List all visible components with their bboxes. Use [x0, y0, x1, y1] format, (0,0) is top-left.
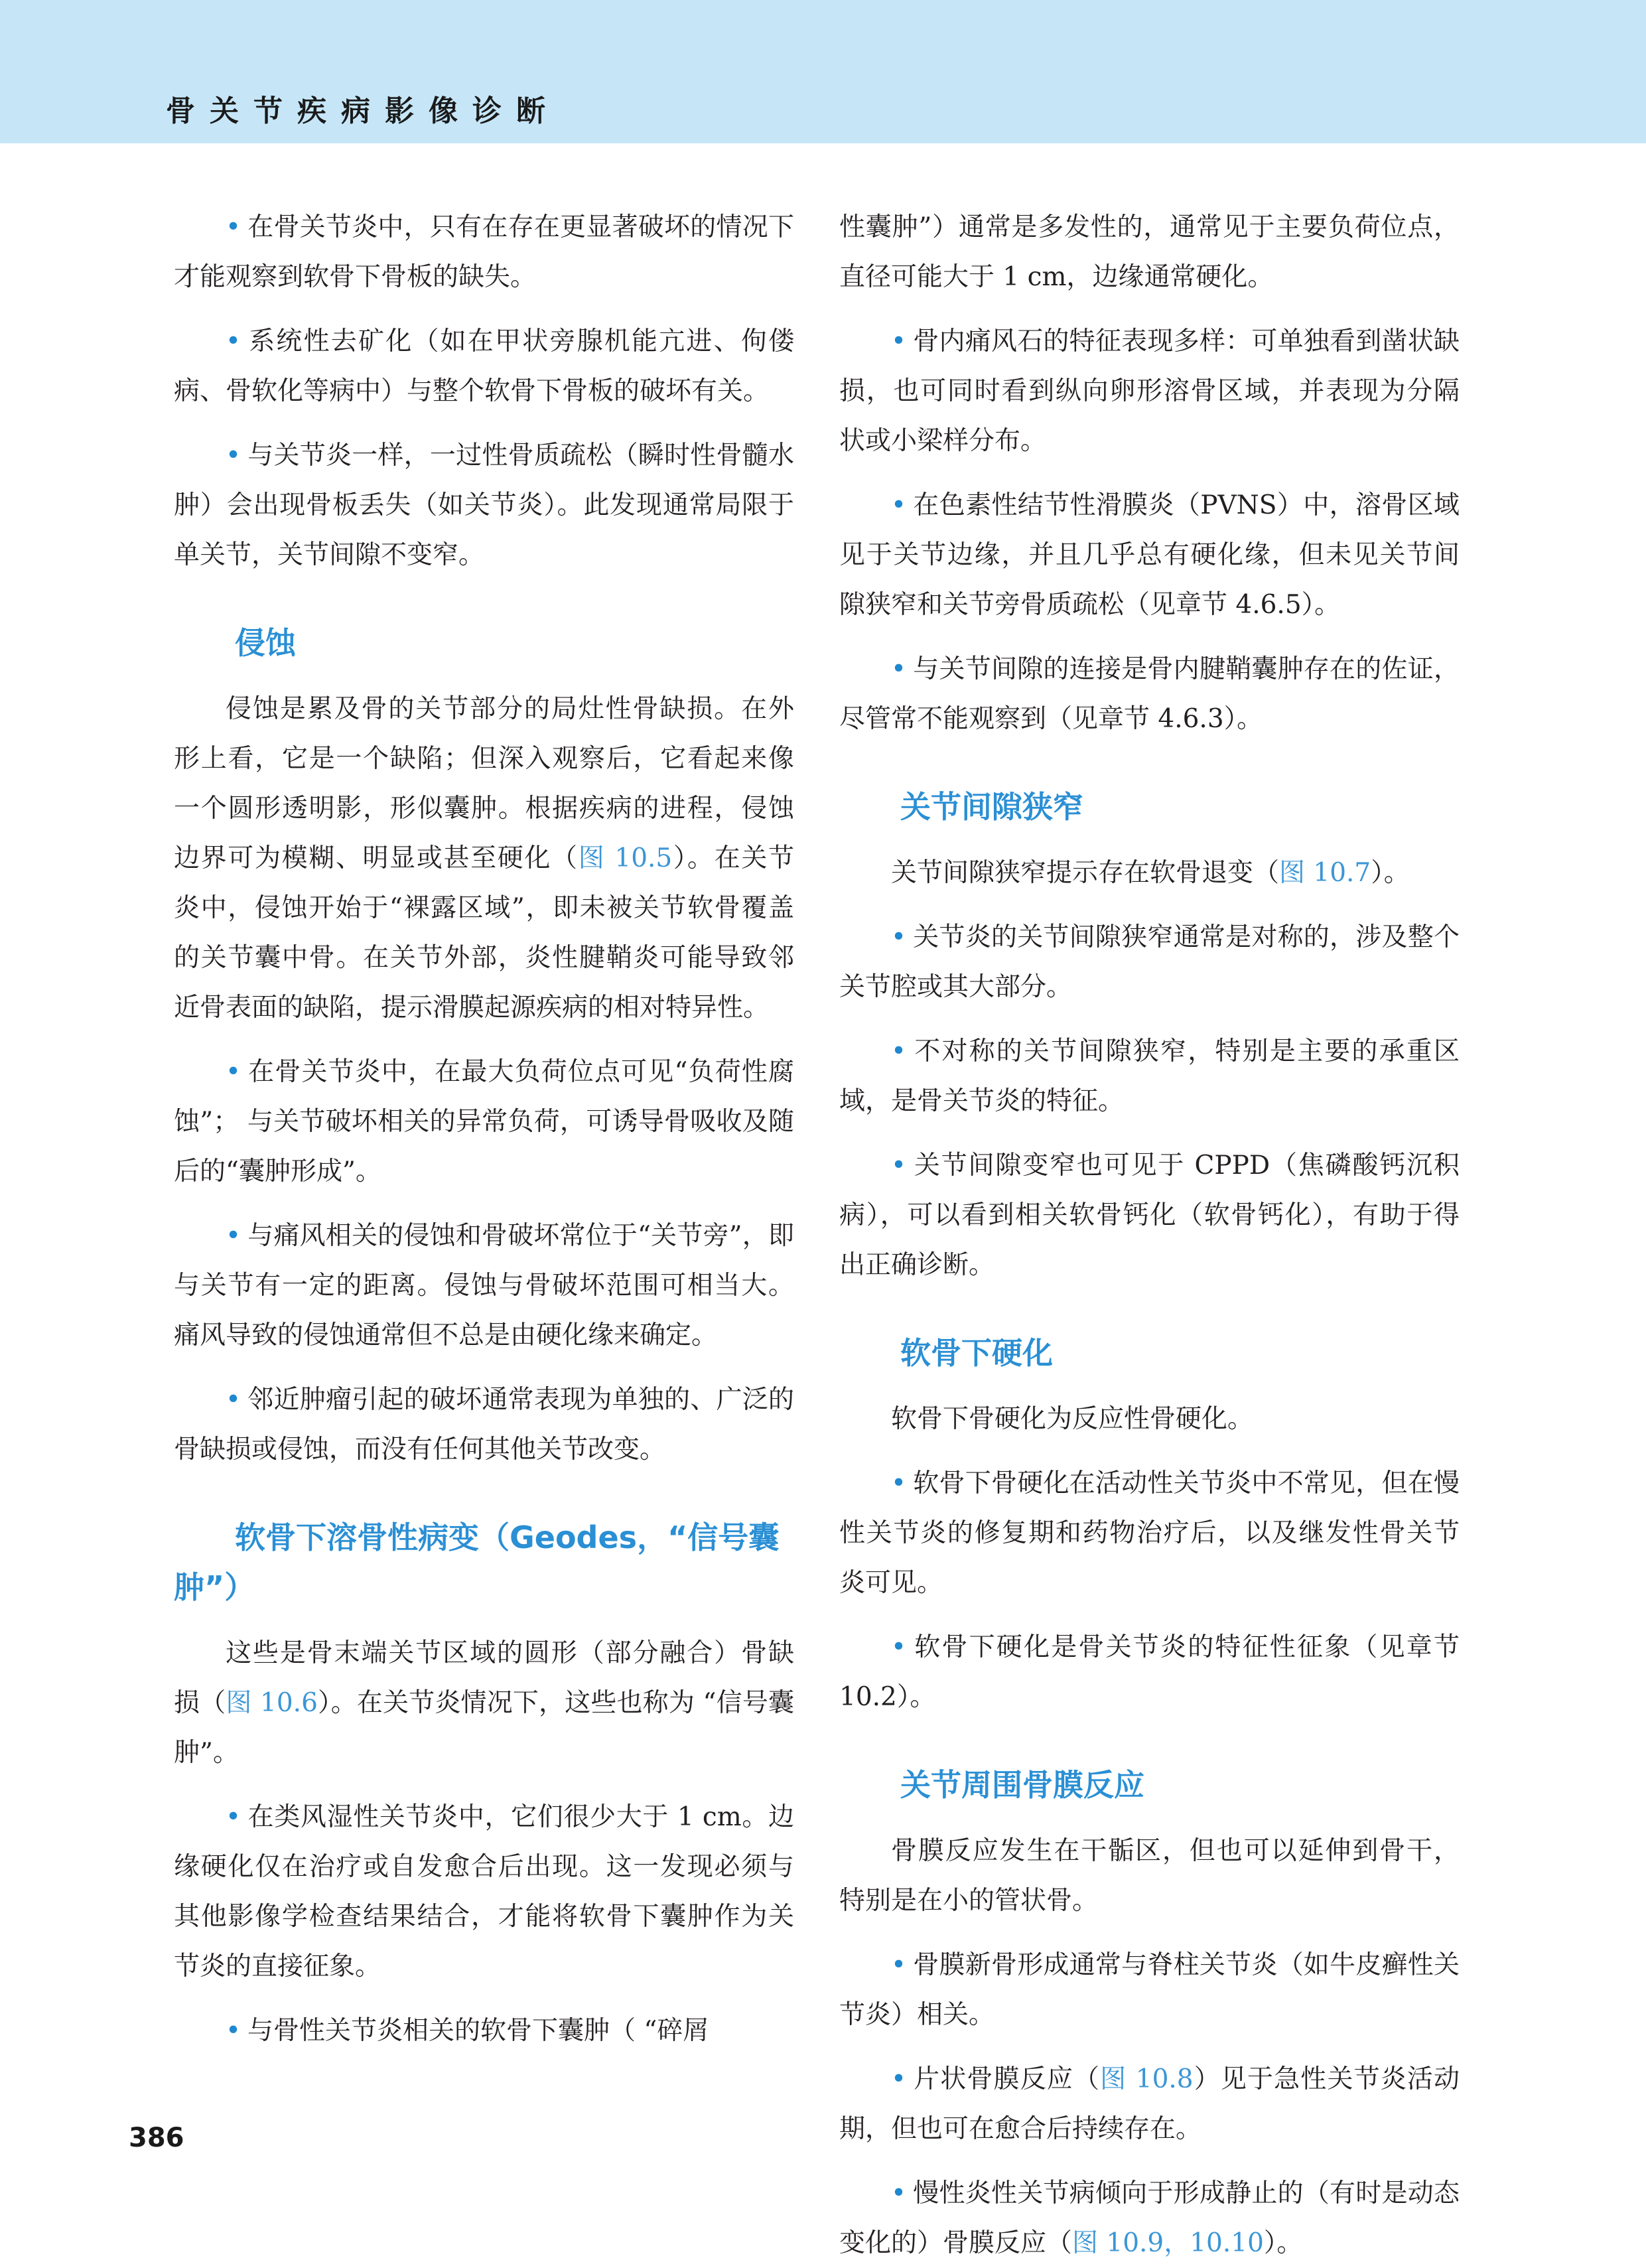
bullet-dot-icon: • — [891, 490, 907, 520]
page-number: 386 — [129, 2123, 184, 2153]
bullet-dot-icon: • — [226, 441, 241, 470]
bullet-paragraph: • 与关节间隙的连接是骨内腱鞘囊肿存在的佐证，尽管常不能观察到（见章节 4.6.3）。 — [839, 654, 1460, 734]
bullet-dot-icon: • — [891, 1632, 907, 1662]
bullet-dot-icon: • — [891, 2178, 907, 2208]
bullet-paragraph: • 邻近肿瘤引起的破坏通常表现为单独的、广泛的骨缺损或侵蚀，而没有任何其他关节改变。 — [174, 1385, 794, 1464]
bullet-dot-icon: • — [891, 1036, 907, 1066]
body-paragraph: 关节间隙狭窄提示存在软骨退变（图 10.7）。 — [891, 858, 1410, 888]
bullet-dot-icon: • — [226, 1385, 241, 1415]
bullet-paragraph: • 慢性炎性关节病倾向于形成静止的（有时是动态变化的）骨膜反应（图 10.9，10.10）。 — [839, 2178, 1460, 2258]
bullet-dot-icon: • — [226, 326, 241, 356]
bullet-dot-icon: • — [891, 1151, 907, 1180]
section-heading-geodes: 软骨下溶骨性病变（Geodes，“信号囊肿”） — [174, 1520, 780, 1605]
body-paragraph: 这些是骨末端关节区域的圆形（部分融合）骨缺损（图 10.6）。在关节炎情况下，这些也称为 “信号囊肿”。 — [174, 1638, 794, 1768]
bullet-paragraph: • 在骨关节炎中，在最大负荷位点可见“负荷性腐蚀”； 与关节破坏相关的异常负荷，可诱导骨吸收及随后的“囊肿形成”。 — [174, 1057, 794, 1186]
section-heading-periosteal: 关节周围骨膜反应 — [900, 1767, 1144, 1803]
bullet-paragraph: • 片状骨膜反应（图 10.8）见于急性关节炎活动期，但也可在愈合后持续存在。 — [839, 2064, 1460, 2144]
bullet-paragraph: • 软骨下骨硬化在活动性关节炎中不常见，但在慢性关节炎的修复期和药物治疗后，以及继发性骨关节炎可见。 — [839, 1468, 1460, 1598]
bullet-paragraph: • 在骨关节炎中，只有在存在更显著破坏的情况下才能观察到软骨下骨板的缺失。 — [174, 212, 794, 292]
figure-ref-link[interactable]: 图 10.7 — [1279, 858, 1371, 888]
figure-ref-link[interactable]: 图 10.9，10.10 — [1072, 2228, 1264, 2258]
right-column — [839, 202, 1460, 2268]
bullet-dot-icon: • — [891, 1468, 907, 1498]
figure-ref-link[interactable]: 图 10.6 — [226, 1688, 318, 1718]
section-heading-narrowing: 关节间隙狭窄 — [900, 789, 1083, 825]
bullet-dot-icon: • — [226, 212, 241, 242]
bullet-paragraph: • 骨内痛风石的特征表现多样：可单独看到凿状缺损，也可同时看到纵向卵形溶骨区域，并表现为分隔状或小梁样分布。 — [839, 326, 1460, 456]
running-header-title: 骨关节疾病影像诊断 — [166, 94, 560, 128]
body-paragraph: 软骨下骨硬化为反应性骨硬化。 — [891, 1404, 1254, 1434]
bullet-dot-icon: • — [891, 1950, 907, 1980]
bullet-paragraph: • 在类风湿性关节炎中，它们很少大于 1 cm。边缘硬化仅在治疗或自发愈合后出现。这一发现必须与其他影像学检查结果结合，才能将软骨下囊肿作为关节炎的直接征象。 — [174, 1802, 794, 1981]
bullet-dot-icon: • — [891, 922, 907, 952]
bullet-dot-icon: • — [891, 326, 907, 356]
figure-ref-link[interactable]: 图 10.5 — [578, 843, 673, 873]
section-heading-sclerosis: 软骨下硬化 — [900, 1335, 1053, 1371]
bullet-dot-icon: • — [226, 1802, 241, 1832]
bullet-dot-icon: • — [891, 2064, 907, 2094]
bullet-dot-icon: • — [226, 1221, 241, 1251]
bullet-paragraph: • 软骨下硬化是骨关节炎的特征性征象（见章节 10.2）。 — [839, 1632, 1460, 1712]
bullet-paragraph: • 与痛风相关的侵蚀和骨破坏常位于“关节旁”，即与关节有一定的距离。侵蚀与骨破坏范围可相当大。痛风导致的侵蚀通常但不总是由硬化缘来确定。 — [174, 1221, 794, 1350]
bullet-dot-icon: • — [226, 1057, 241, 1087]
bullet-paragraph: • 骨膜新骨形成通常与脊柱关节炎（如牛皮癣性关节炎）相关。 — [839, 1950, 1460, 2030]
continued-bullet-paragraph: 性囊肿”）通常是多发性的，通常见于主要负荷位点，直径可能大于 1 cm，边缘通常硬化。 — [839, 212, 1460, 292]
body-paragraph: 侵蚀是累及骨的关节部分的局灶性骨缺损。在外形上看，它是一个缺陷；但深入观察后，它看起来像一个圆形透明影，形似囊肿。根据疾病的进程，侵蚀边界可为模糊、明显或甚至硬化（图 10.5）。在关节炎中，侵蚀开始于“裸露区域”，即未被关节软骨覆盖的关节囊中骨。在关节外部，炎性腱鞘炎可能导致邻近骨表面的缺陷，提示滑膜起源疾病的相对特异性。 — [174, 694, 794, 1023]
body-paragraph: 骨膜反应发生在干骺区，但也可以延伸到骨干，特别是在小的管状骨。 — [839, 1836, 1460, 1916]
left-column — [174, 202, 794, 2056]
bullet-paragraph: • 系统性去矿化（如在甲状旁腺机能亢进、佝偻病、骨软化等病中）与整个软骨下骨板的破坏有关。 — [174, 326, 794, 406]
bullet-paragraph: • 不对称的关节间隙狭窄，特别是主要的承重区域，是骨关节炎的特征。 — [839, 1036, 1460, 1116]
bullet-dot-icon: • — [891, 654, 907, 684]
bullet-dot-icon: • — [226, 2016, 241, 2046]
bullet-paragraph: • 与关节炎一样，一过性骨质疏松（瞬时性骨髓水肿）会出现骨板丢失（如关节炎）。此发现通常局限于单关节，关节间隙不变窄。 — [174, 441, 794, 570]
header-band — [0, 0, 1646, 143]
bullet-paragraph: • 关节炎的关节间隙狭窄通常是对称的，涉及整个关节腔或其大部分。 — [839, 922, 1460, 1002]
figure-ref-link[interactable]: 图 10.8 — [1100, 2064, 1194, 2094]
section-heading-erosion: 侵蚀 — [235, 625, 296, 661]
bullet-paragraph: • 与骨性关节炎相关的软骨下囊肿（ “碎屑 — [226, 2016, 709, 2046]
bullet-paragraph: • 关节间隙变窄也可见于 CPPD（焦磷酸钙沉积病），可以看到相关软骨钙化（软骨钙化），有助于得出正确诊断。 — [839, 1151, 1460, 1280]
bullet-paragraph: • 在色素性结节性滑膜炎（PVNS）中，溶骨区域见于关节边缘，并且几乎总有硬化缘，但未见关节间隙狭窄和关节旁骨质疏松（见章节 4.6.5）。 — [839, 490, 1460, 620]
